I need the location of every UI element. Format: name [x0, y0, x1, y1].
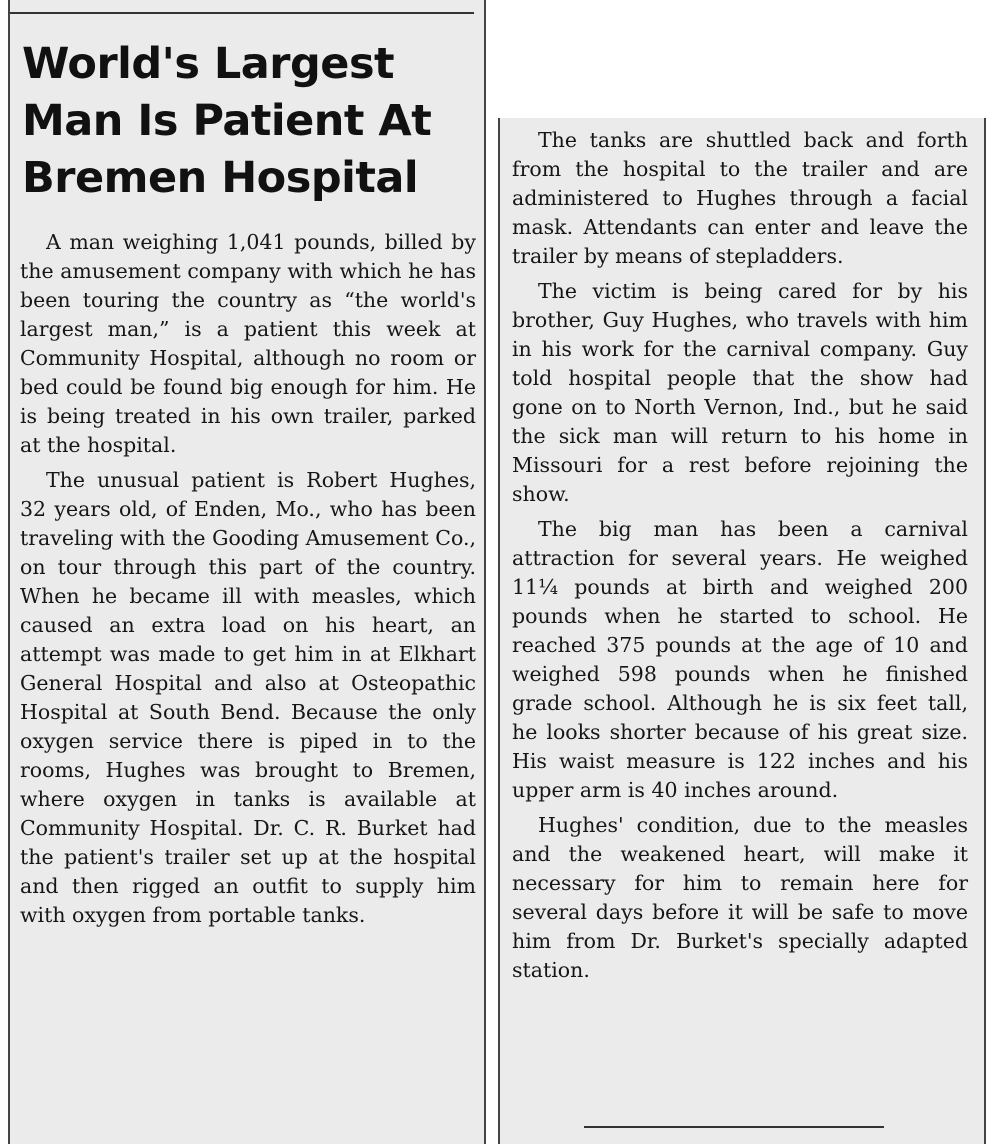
right-column-text	[512, 126, 968, 985]
column-top-rule	[10, 12, 474, 14]
paragraph: Hughes' condition, due to the measles and the weakened heart, will make it necessary for him to remain here for several days before it will be safe to move him from Dr. Burket's specially adapted station.	[512, 813, 968, 982]
paragraph: A man weighing 1,041 pounds, billed by the amusement company with which he has been touring the country as “the world's largest man,” is a patient this week at Community Hospital, although no room or bed could be found big enough for him. He is being treated in his own trailer, parked at the hospital.	[20, 230, 476, 457]
article-end-rule	[584, 1126, 884, 1128]
paragraph: The unusual patient is Robert Hughes, 32 years old, of Enden, Mo., who has been traveling with the Gooding Amusement Co., on tour through this part of the country. When he became ill with measles, which caused an extra load on his heart, an attempt was made to get him in at Elkhart General Hospital and also at Osteopathic Hospital at South Bend. Because the only oxygen service there is piped in to the rooms, Hughes was brought to Bremen, where oxygen in tanks is available at Community Hospital. Dr. C. R. Burket had the patient's trailer set up at the hospital and then rigged an outfit to supply him with oxygen from portable tanks.	[20, 468, 476, 927]
paragraph: The victim is being cared for by his brother, Guy Hughes, who travels with him in his work for the carnival company. Guy told hospital people that the show had gone on to North Vernon, Ind., but he said the sick man will return to his home in Missouri for a rest before rejoining the show.	[512, 279, 968, 506]
headline: World's Largest Man Is Patient At Bremen Hospital	[22, 39, 432, 203]
paragraph: The tanks are shuttled back and forth from the hospital to the trailer and are administered to Hughes through a facial mask. Attendants can enter and leave the trailer by means of stepladders.	[512, 128, 968, 268]
left-column-text	[20, 228, 476, 930]
paragraph: The big man has been a carnival attraction for several years. He weighed 11¼ pounds at birth and weighed 200 pounds when he started to school. He reached 375 pounds at the age of 10 and weighed 598 pounds when he finished grade school. Although he is six feet tall, he looks shorter because of his great size. His waist measure is 122 inches and his upper arm is 40 inches around.	[512, 517, 968, 802]
